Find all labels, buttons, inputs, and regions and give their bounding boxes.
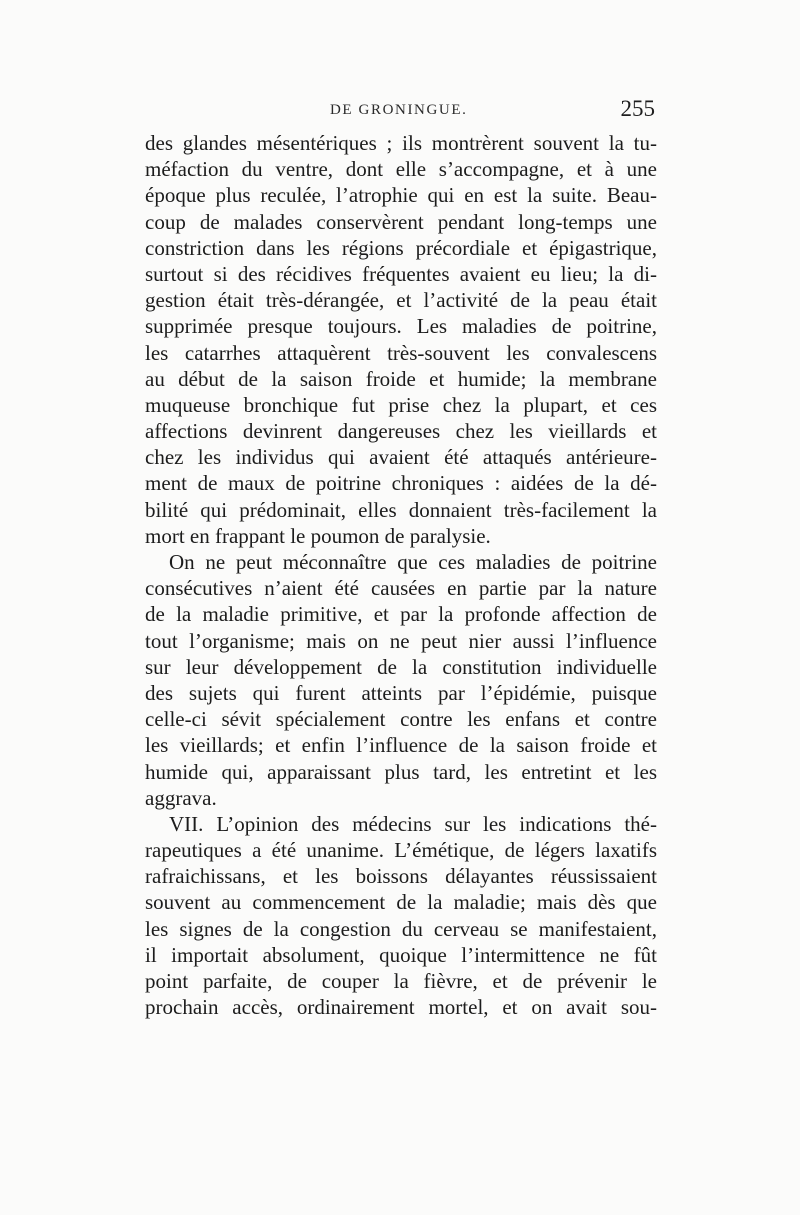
text-line: point parfaite, de couper la fièvre, et de prévenir le bbox=[145, 969, 657, 993]
text-line: tout l’organisme; mais on ne peut nier aussi l’influence bbox=[145, 628, 657, 653]
text-line: gestion était très-dérangée, et l’activité de la peau était bbox=[145, 288, 657, 313]
text-line: les vieillards; et enfin l’influence de la saison froide et bbox=[145, 733, 657, 758]
text-line: les catarrhes attaquèrent très-souvent les convalescens bbox=[145, 340, 657, 365]
text-line: bilité qui prédominait, elles donnaient très-facilement la bbox=[145, 497, 657, 522]
text-line: des glandes mésentériques ; ils montrèrent souvent la tu- bbox=[145, 131, 657, 155]
text-line: affections devinrent dangereuses chez les vieillards et bbox=[145, 419, 657, 444]
text-line: consécutives n’aient été causées en partie par la nature bbox=[145, 576, 657, 601]
page-header bbox=[145, 96, 657, 126]
body-text bbox=[145, 130, 657, 1020]
paragraph-start-line: On ne peut méconnaître que ces maladies de poitrine bbox=[169, 550, 657, 574]
text-line: supprimée presque toujours. Les maladies de poitrine, bbox=[145, 314, 657, 339]
text-line: des sujets qui furent atteints par l’épidémie, puisque bbox=[145, 680, 657, 705]
text-line: muqueuse bronchique fut prise chez la plupart, et ces bbox=[145, 392, 657, 417]
text-line: rapeutiques a été unanime. L’émétique, de légers laxatifs bbox=[145, 838, 657, 863]
text-line: rafraichissans, et les boissons délayantes réussissaient bbox=[145, 864, 657, 889]
running-head: DE GRONINGUE. bbox=[330, 102, 468, 118]
text-line: humide qui, apparaissant plus tard, les entretint et les bbox=[145, 759, 657, 784]
text-line: ment de maux de poitrine chroniques : aidées de la dé- bbox=[145, 471, 657, 496]
page-number: 255 bbox=[620, 96, 655, 121]
text-line: celle-ci sévit spécialement contre les enfans et contre bbox=[145, 707, 657, 732]
text-line: époque plus reculée, l’atrophie qui en est la suite. Beau- bbox=[145, 183, 657, 208]
text-line: il importait absolument, quoique l’intermittence ne fût bbox=[145, 942, 657, 967]
section-start-line: VII. L’opinion des médecins sur les indications thé- bbox=[169, 811, 657, 836]
text-line: souvent au commencement de la maladie; mais dès que bbox=[145, 890, 657, 915]
text-line: sur leur développement de la constitution individuelle bbox=[145, 654, 657, 679]
text-line: les signes de la congestion du cerveau se manifestaient, bbox=[145, 916, 657, 941]
text-line: coup de malades conservèrent pendant long-temps une bbox=[145, 209, 657, 234]
text-line: au début de la saison froide et humide; la membrane bbox=[145, 366, 657, 391]
text-line: constriction dans les régions précordiale et épigastrique, bbox=[145, 235, 657, 260]
text-line: chez les individus qui avaient été attaqués antérieure- bbox=[145, 445, 657, 470]
text-line: méfaction du ventre, dont elle s’accompagne, et à une bbox=[145, 157, 657, 182]
text-line: de la maladie primitive, et par la profonde affection de bbox=[145, 602, 657, 627]
text-line: surtout si des récidives fréquentes avaient eu lieu; la di- bbox=[145, 261, 657, 286]
text-line: prochain accès, ordinairement mortel, et on avait sou- bbox=[145, 995, 657, 1020]
paragraph-end-line: mort en frappant le poumon de paralysie. bbox=[145, 523, 491, 548]
paragraph-end-line: aggrava. bbox=[145, 785, 217, 810]
